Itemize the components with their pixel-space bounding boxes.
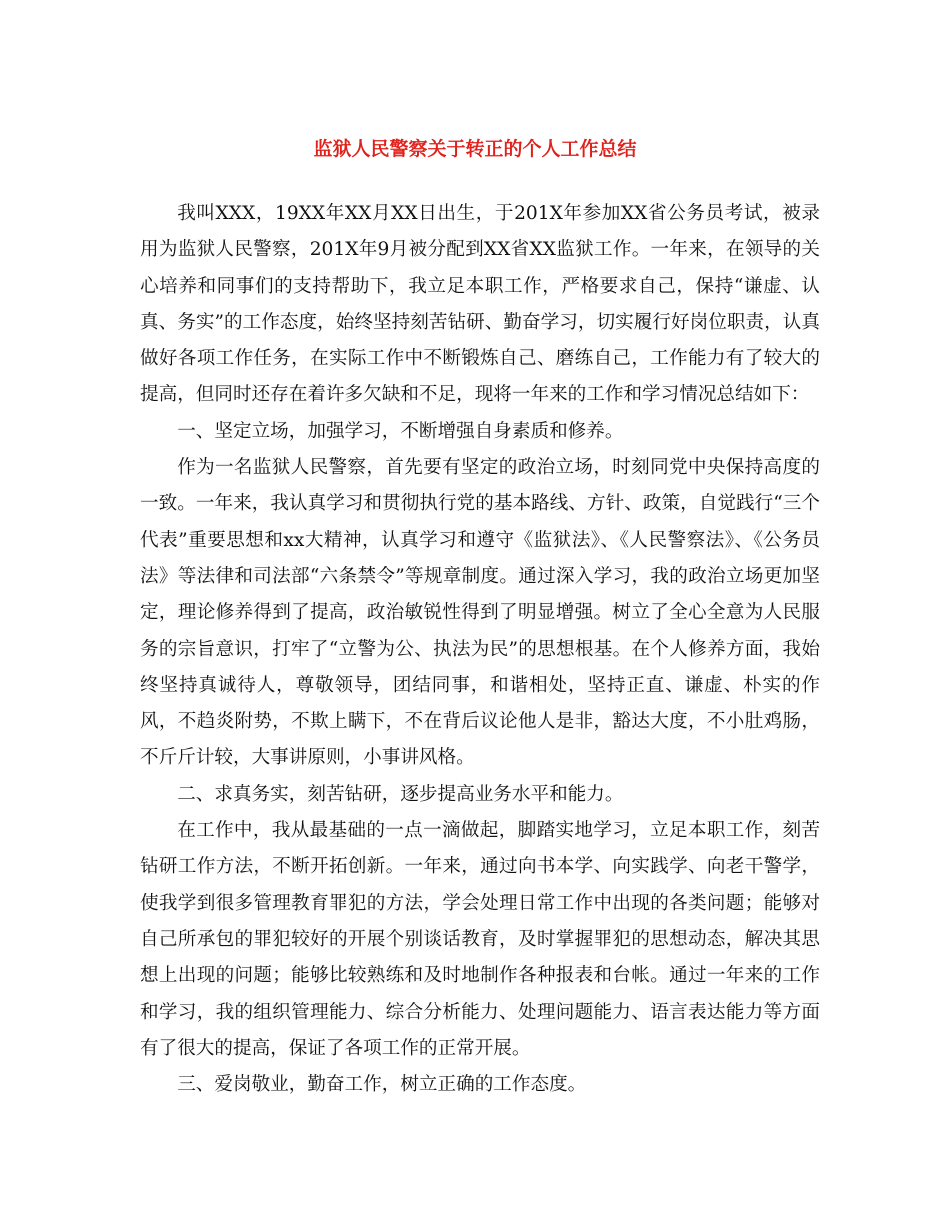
section-heading-2: 二、求真务实，刻苦钻研，逐步提高业务水平和能力。	[177, 783, 624, 805]
section-2-paragraph: 在工作中，我从最基础的一点一滴做起，脚踏实地学习，立足本职工作，刻苦钻研工作方法，不断开拓创新。一年来，通过向书本学、向实践学、向老干警学，使我学到很多管理教育罪犯的方法，学会处理日常工作中出现的各类问题；能够对自己所承包的罪犯较好的开展个别谈话教育，及时掌握罪犯的思想动态，解决其思想上出现的问题；能够比较熟练和及时地制作各种报表和台帐。通过一年来的工作和学习，我的组织管理能力、综合分析能力、处理问题能力、语言表达能力等方面有了很大的提高，保证了各项工作的正常开展。	[140, 820, 820, 1059]
section-heading-3: 三、爱岗敬业，勤奋工作，树立正确的工作态度。	[177, 1074, 587, 1096]
intro-paragraph: 我叫XXX，19XX年XX月XX日出生，于201X年参加XX省公务员考试，被录用为监狱人民警察，201X年9月被分配到XX省XX监狱工作。一年来，在领导的关心培养和同事们的支持帮助下，我立足本职工作，严格要求自己，保持“谦虚、认真、务实”的工作态度，始终坚持刻苦钻研、勤奋学习，切实履行好岗位职责，认真做好各项工作任务，在实际工作中不断锻炼自己、磨练自己，工作能力有了较大的提高，但同时还存在着许多欠缺和不足，现将一年来的工作和学习情况总结如下：	[140, 203, 820, 406]
section-1-paragraph: 作为一名监狱人民警察，首先要有坚定的政治立场，时刻同党中央保持高度的一致。一年来，我认真学习和贯彻执行党的基本路线、方针、政策，自觉践行“三个代表”重要思想和xx大精神，认真学习和遵守《监狱法》、《人民警察法》、《公务员法》等法律和司法部“六条禁令”等规章制度。通过深入学习，我的政治立场更加坚定，理论修养得到了提高，政治敏锐性得到了明显增强。树立了全心全意为人民服务的宗旨意识，打牢了“立警为公、执法为民”的思想根基。在个人修养方面，我始终坚持真诚待人，尊敬领导，团结同事，和谐相处，坚持正直、谦虚、朴实的作风，不趋炎附势，不欺上瞒下，不在背后议论他人是非，豁达大度，不小肚鸡肠，不斤斤计较，大事讲原则，小事讲风格。	[140, 457, 820, 769]
document-title: 监狱人民警察关于转正的个人工作总结	[313, 138, 637, 160]
document-body	[140, 196, 820, 1103]
section-heading-1: 一、坚定立场，加强学习，不断增强自身素质和修养。	[177, 420, 624, 442]
